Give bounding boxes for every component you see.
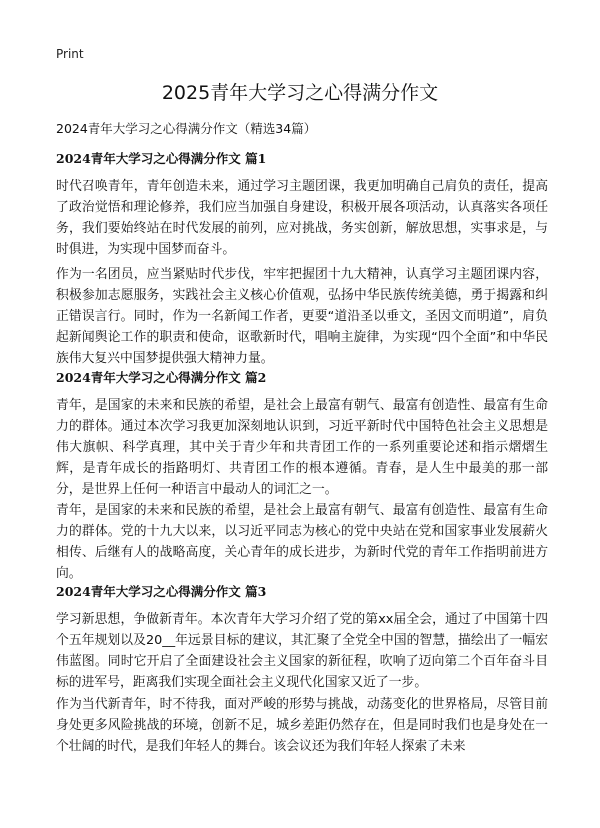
section-2-paragraph-1: 青年，是国家的未来和民族的希望，是社会上最富有朝气、最富有创造性、最富有生命力的群体。通过本次学习我更加深刻地认识到，习近平新时代中国特色社会主义思想是伟大旗帜、科学真理，其中关于青少年和共青团工作的一系列重要论述和指示熠熠生辉，是青年成长的指路明灯、共青团工作的根本遵循。青春，是人生中最美的那一部分，是世界上任何一种语言中最动人的词汇之一。 <box>56 398 548 497</box>
section-heading-1: 2024青年大学习之心得满分作文 篇1 <box>56 151 267 166</box>
section-3-paragraph-2: 作为当代新青年，时不待我，面对严峻的形势与挑战，动荡变化的世界格局，尽管目前身处更多风险挑战的环境，创新不足，城乡差距仍然存在，但是同时我们也是身处在一个壮阔的时代，是我们年轻人的舞台。该会议还为我们年轻人探索了未来 <box>56 697 548 754</box>
section-heading-2: 2024青年大学习之心得满分作文 篇2 <box>56 370 267 385</box>
print-link[interactable]: Print <box>56 47 84 61</box>
section-3-paragraph-1: 学习新思想，争做新青年。本次青年大学习介绍了党的第xx届全会，通过了中国第十四个五年规划以及20__年远景目标的建议，其汇聚了全党全中国的智慧，描绘出了一幅宏伟蓝图。同时它开启了全面建设社会主义国家的新征程，吹响了迈向第二个百年奋斗目标的进军号，距离我们实现全面社会主义现代化国家又近了一步。 <box>56 612 548 690</box>
section-heading-3: 2024青年大学习之心得满分作文 篇3 <box>56 584 267 599</box>
document-title: 2025青年大学习之心得满分作文 <box>161 82 439 104</box>
section-1-paragraph-2: 作为一名团员，应当紧贴时代步伐，牢牢把握团十九大精神，认真学习主题团课内容，积极参加志愿服务，实践社会主义核心价值观，弘扬中华民族传统美德，勇于揭露和纠正错误言行。同时，作为一名新闻工作者，更要“道沿圣以垂文，圣因文而明道”，肩负起新闻舆论工作的职责和使命，讴歌新时代，唱响主旋律，为实现“四个全面”和中华民族伟大复兴中国梦提供强大精神力量。 <box>56 267 548 366</box>
section-2-paragraph-2: 青年，是国家的未来和民族的希望，是社会上最富有朝气、最富有创造性、最富有生命力的群体。党的十九大以来，以习近平同志为核心的党中央站在党和国家事业发展薪火相传、后继有人的战略高度，关心青年的成长进步，为新时代党的青年工作指明前进方向。 <box>56 503 548 581</box>
document-subtitle: 2024青年大学习之心得满分作文（精选34篇） <box>56 121 317 136</box>
section-1-paragraph-1: 时代召唤青年，青年创造未来，通过学习主题团课，我更加明确自己肩负的责任，提高了政治觉悟和理论修养，我们应当加强自身建设，积极开展各项活动，认真落实各项任务，我们要始终站在时代发展的前列，应对挑战，务实创新，解放思想，实事求是，与时俱进，为实现中国梦而奋斗。 <box>56 179 548 257</box>
